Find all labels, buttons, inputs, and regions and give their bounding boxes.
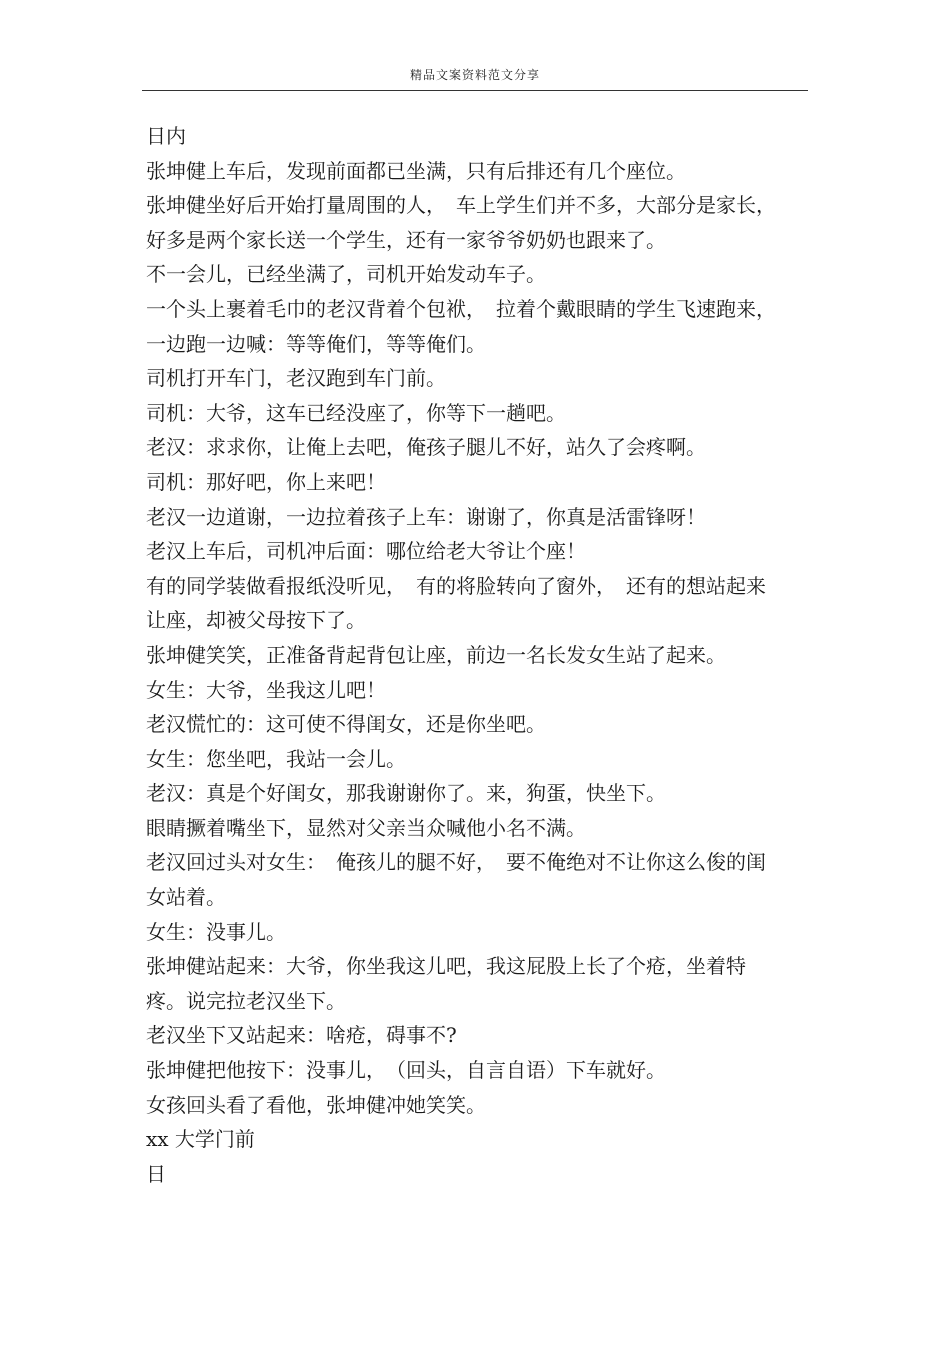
text-line: 一边跑一边喊：等等俺们，等等俺们。 — [146, 331, 486, 356]
text-line: 不一会儿，已经坐满了，司机开始发动车子。 — [146, 262, 546, 287]
text-line: 老汉：真是个好闺女，那我谢谢你了。来，狗蛋，快坐下。 — [146, 781, 666, 806]
text-line: 日 — [146, 1161, 166, 1186]
text-line: 老汉：求求你，让俺上去吧，俺孩子腿儿不好，站久了会疼啊。 — [146, 435, 706, 460]
text-line: 老汉坐下又站起来：啥疮，碍事不? — [146, 1023, 457, 1048]
text-line: 让座，却被父母按下了。 — [146, 608, 366, 633]
text-line: 司机：那好吧，你上来吧！ — [146, 469, 386, 494]
text-line: 女孩回头看了看他，张坤健冲她笑笑。 — [146, 1092, 486, 1117]
text-line: 女生：没事儿。 — [146, 919, 286, 944]
text-line: 有的同学装做看报纸没听见， 有的将脸转向了窗外， 还有的想站起来 — [146, 573, 766, 598]
text-line: 老汉慌忙的：这可使不得闺女，还是你坐吧。 — [146, 712, 546, 737]
text-line: 好多是两个家长送一个学生，还有一家爷爷奶奶也跟来了。 — [146, 227, 666, 252]
text-line: 女生：您坐吧，我站一会儿。 — [146, 746, 406, 771]
text-line: 疼。说完拉老汉坐下。 — [146, 988, 346, 1013]
text-line: 张坤健上车后，发现前面都已坐满，只有后排还有几个座位。 — [146, 158, 686, 183]
text-line: 一个头上裹着毛巾的老汉背着个包袱， 拉着个戴眼睛的学生飞速跑来， — [146, 296, 776, 321]
text-line: 眼睛撅着嘴坐下，显然对父亲当众喊他小名不满。 — [146, 815, 586, 840]
text-line: 女生：大爷，坐我这儿吧！ — [146, 677, 386, 702]
document-body — [146, 119, 806, 1191]
text-line: 张坤健把他按下：没事儿， （回头，自言自语）下车就好。 — [146, 1058, 666, 1083]
text-line: 老汉回过头对女生： 俺孩儿的腿不好， 要不俺绝对不让你这么俊的闺 — [146, 850, 766, 875]
text-line: 司机：大爷，这车已经没座了，你等下一趟吧。 — [146, 400, 566, 425]
text-line: 张坤健坐好后开始打量周围的人， 车上学生们并不多，大部分是家长， — [146, 193, 776, 218]
text-line: 张坤健笑笑，正准备背起背包让座，前边一名长发女生站了起来。 — [146, 642, 726, 667]
text-line: 女站着。 — [146, 885, 226, 910]
text-line: 司机打开车门，老汉跑到车门前。 — [146, 366, 446, 391]
header-divider — [142, 90, 808, 91]
text-line: 老汉上车后，司机冲后面：哪位给老大爷让个座！ — [146, 539, 586, 564]
text-line: 老汉一边道谢，一边拉着孩子上车：谢谢了，你真是活雷锋呀！ — [146, 504, 706, 529]
text-line: xx 大学门前 — [146, 1127, 255, 1152]
page-header-title: 精品文案资料范文分享 — [409, 68, 540, 82]
text-line: 张坤健站起来：大爷，你坐我这儿吧，我这屁股上长了个疮，坐着特 — [146, 954, 746, 979]
text-line: 日内 — [146, 124, 186, 148]
